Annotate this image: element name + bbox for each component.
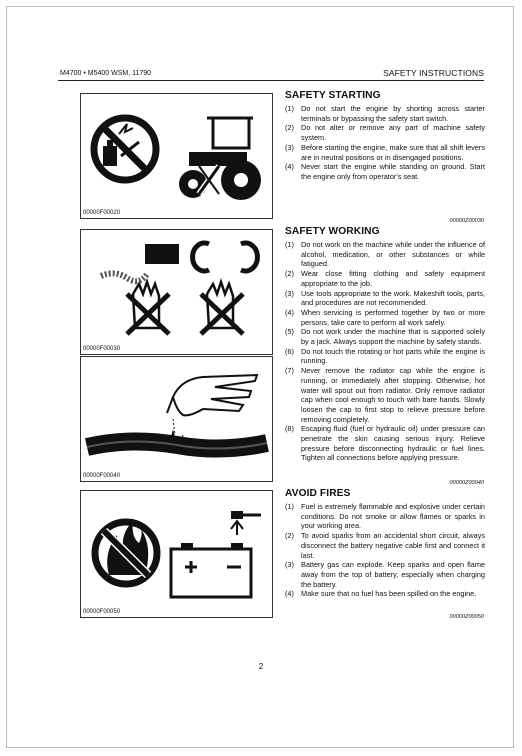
safety-starting-list bbox=[285, 104, 485, 182]
item-text: Never start the engine while standing on ground. Start the engine only from operator's seat. bbox=[301, 162, 485, 181]
list-item bbox=[285, 327, 485, 346]
hose-icon bbox=[87, 441, 267, 448]
item-number: (4) bbox=[285, 589, 294, 599]
section-title-safety-starting: SAFETY STARTING bbox=[285, 90, 381, 101]
no-fire-icon bbox=[95, 521, 157, 584]
section-code: 00000Z00050 bbox=[449, 614, 484, 620]
item-text: Fuel is extremely flammable and explosive under certain conditions. Do not smoke or allow flames or sparks in your working area. bbox=[301, 502, 485, 531]
item-text: Do not start the engine by shorting across starter terminals or bypassing the safety start switch. bbox=[301, 104, 485, 123]
list-item bbox=[285, 104, 485, 123]
item-number: (5) bbox=[285, 327, 294, 337]
list-item bbox=[285, 531, 485, 560]
list-item bbox=[285, 308, 485, 327]
list-item bbox=[285, 269, 485, 288]
figure-fire bbox=[80, 490, 273, 618]
item-number: (7) bbox=[285, 366, 294, 376]
list-item bbox=[285, 123, 485, 142]
item-number: (1) bbox=[285, 104, 294, 113]
item-number: (3) bbox=[285, 288, 294, 298]
header-rule bbox=[58, 80, 484, 81]
item-text: Never remove the radiator cap while the engine is running, or immediately after stopping. Otherwise, hot water will spout out from radiator. Only remove radiator cap when cool enough to touch with bare hands. Slowly loosen the cap to first stop to relieve pressure before removing completely. bbox=[301, 366, 485, 424]
item-text: Battery gas can explode. Keep sparks and open flame away from the top of battery, especially when charging the battery. bbox=[301, 560, 485, 589]
list-item bbox=[285, 347, 485, 366]
list-item bbox=[285, 162, 485, 181]
item-text: Before starting the engine, make sure that all shift levers are in neutral positions or in disengaged positions. bbox=[301, 142, 485, 162]
section-title-avoid-fires: AVOID FIRES bbox=[285, 488, 351, 499]
section-code: 00000Z00030 bbox=[449, 218, 484, 224]
item-text: Do not touch the rotating or hot parts while the engine is running. bbox=[301, 346, 485, 366]
item-text: Do not work under the machine that is supported solely by a jack. Always support the machine by safety stands. bbox=[301, 327, 485, 347]
tractor-icon bbox=[179, 118, 261, 200]
figure-fluid bbox=[80, 356, 273, 482]
figure-clothing bbox=[80, 229, 273, 355]
item-text: Make sure that no fuel has been spilled on the engine. bbox=[301, 589, 477, 599]
figure-label: 00000F00020 bbox=[83, 210, 121, 216]
item-text: Do not alter or remove any part of machine safety system. bbox=[301, 123, 485, 143]
item-number: (4) bbox=[285, 162, 294, 172]
header-model: M4700 • M5400 WSM, 11790 bbox=[60, 70, 152, 77]
item-text: Escaping fluid (fuel or hydraulic oil) under pressure can penetrate the skin causing serious injury. Relieve pressure before disconnecting hydraulic or fuel lines. Tighten all connections before applying pressure. bbox=[301, 424, 485, 463]
safety-working-list bbox=[285, 240, 485, 463]
list-item bbox=[285, 589, 485, 599]
battery-cable-icon bbox=[231, 511, 261, 535]
list-item bbox=[285, 366, 485, 424]
figure-starting bbox=[80, 93, 273, 219]
battery-icon bbox=[171, 543, 251, 597]
list-item bbox=[285, 289, 485, 308]
list-item bbox=[285, 240, 485, 269]
section-title-safety-working: SAFETY WORKING bbox=[285, 226, 380, 237]
section-code: 00000Z00040 bbox=[449, 480, 484, 486]
figure-label: 00000F00030 bbox=[83, 346, 121, 352]
item-number: (1) bbox=[285, 502, 294, 511]
item-text: Use tools appropriate to the work. Makeshift tools, parts, and procedures are not recommended. bbox=[301, 288, 485, 308]
rotating-shaft-icon bbox=[101, 244, 179, 281]
figure-label: 00000F00050 bbox=[83, 609, 121, 615]
header-section: SAFETY INSTRUCTIONS bbox=[383, 68, 484, 78]
figure-label: 00000F00040 bbox=[83, 473, 121, 479]
page-number: 2 bbox=[258, 662, 264, 671]
avoid-fires-list bbox=[285, 502, 485, 599]
list-item bbox=[285, 424, 485, 463]
item-number: (3) bbox=[285, 560, 294, 570]
item-number: (2) bbox=[285, 531, 294, 541]
list-item bbox=[285, 560, 485, 589]
hand-icon bbox=[167, 375, 257, 415]
item-number: (2) bbox=[285, 123, 294, 133]
item-text: When servicing is performed together by two or more persons, take care to perform all work safely. bbox=[301, 307, 485, 327]
item-number: (4) bbox=[285, 307, 294, 317]
item-number: (2) bbox=[285, 269, 294, 279]
item-text: To avoid sparks from an accidental short circuit, always disconnect the battery negative cable first and connect it last. bbox=[301, 531, 485, 560]
item-text: Do not work on the machine while under the influence of alcohol, medication, or other substances or while fatigued. bbox=[301, 240, 485, 269]
list-item bbox=[285, 502, 485, 531]
list-item bbox=[285, 143, 485, 162]
item-number: (8) bbox=[285, 424, 294, 434]
item-number: (3) bbox=[285, 142, 294, 152]
clothing-hook-icon bbox=[193, 243, 258, 271]
item-text: Wear close fitting clothing and safety equipment appropriate to the job. bbox=[301, 269, 485, 288]
item-number: (1) bbox=[285, 240, 294, 249]
item-number: (6) bbox=[285, 346, 294, 356]
